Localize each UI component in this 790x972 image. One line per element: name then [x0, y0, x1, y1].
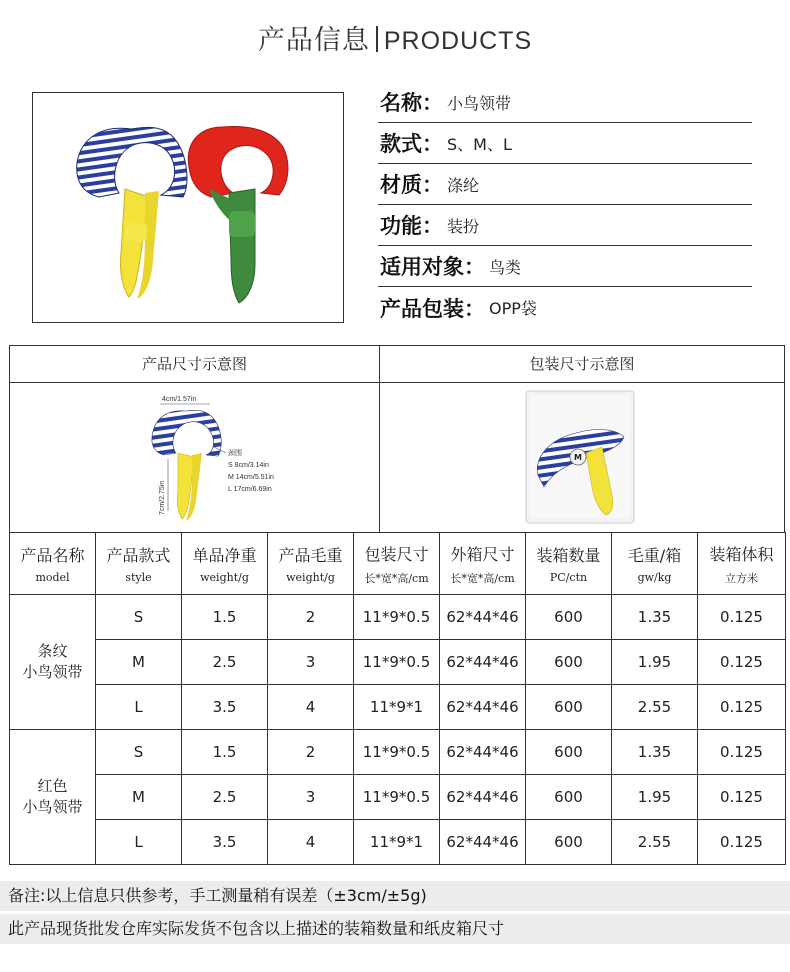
col-header-carton-qty: 装箱数量 PC/ctn	[526, 533, 612, 595]
col-header-carton-volume: 装箱体积 立方米	[698, 533, 786, 595]
info-row-style: 款式： S、M、L	[378, 123, 752, 164]
col-header-style: 产品款式 style	[96, 533, 182, 595]
col-header-carton-weight: 毛重/箱 gw/kg	[612, 533, 698, 595]
product-info-list	[378, 82, 752, 328]
neck-size-l: L 17cm/6.69in	[228, 486, 272, 493]
group-name-red: 红色 小鸟领带	[10, 730, 96, 865]
spec-table	[9, 532, 786, 865]
info-row-material: 材质： 涤纶	[378, 164, 752, 205]
note-shipping: 此产品现货批发仓库实际发货不包含以上描述的装箱数量和纸皮箱尺寸	[0, 914, 790, 944]
col-header-net-weight: 单品净重 weight/g	[182, 533, 268, 595]
table-row: L 3.5 4 11*9*1 62*44*46 600 2.55 0.125	[10, 820, 786, 865]
page-title	[0, 18, 790, 57]
table-row: 红色 小鸟领带 S 1.5 2 11*9*0.5 62*44*46 600 1.35 0.125	[10, 730, 786, 775]
size-tag-label: M	[574, 453, 582, 462]
notes	[0, 881, 790, 947]
striped-tie	[77, 127, 187, 299]
table-row: M 2.5 3 11*9*0.5 62*44*46 600 1.95 0.125	[10, 640, 786, 685]
info-row-name: 名称： 小鸟领带	[378, 82, 752, 123]
info-row-packaging: 产品包装： OPP袋	[380, 296, 537, 321]
diagram-panel	[9, 345, 785, 533]
col-header-gross-weight: 产品毛重 weight/g	[268, 533, 354, 595]
info-row-target: 适用对象： 鸟类	[378, 246, 752, 287]
note-measurement: 备注:以上信息只供参考，手工测量稍有误差（±3cm/±5g)	[0, 881, 790, 911]
size-diagram-figure	[10, 383, 380, 531]
table-row: 条纹 小鸟领带 S 1.5 2 11*9*0.5 62*44*46 600 1.35 0.125	[10, 595, 786, 640]
col-header-carton-size: 外箱尺寸 长*宽*高/cm	[440, 533, 526, 595]
page-title-en: PRODUCTS	[383, 27, 533, 55]
spec-header-row	[10, 533, 786, 595]
width-dimension: 4cm/1.57in	[162, 396, 197, 403]
title-divider	[376, 26, 378, 52]
product-photo	[32, 92, 344, 323]
table-row: L 3.5 4 11*9*1 62*44*46 600 2.55 0.125	[10, 685, 786, 730]
neck-size-s: S 8cm/3.14in	[228, 462, 269, 469]
package-diagram-caption: 包装尺寸示意图	[380, 346, 784, 383]
page-title-zh: 产品信息	[257, 25, 370, 56]
neck-size-m: M 14cm/5.51in	[228, 474, 274, 481]
size-diagram-caption: 产品尺寸示意图	[10, 346, 379, 383]
package-diagram	[380, 346, 784, 532]
info-row-function: 功能： 装扮	[378, 205, 752, 246]
bird-ties-illustration	[33, 93, 343, 322]
col-header-package-size: 包装尺寸 长*宽*高/cm	[354, 533, 440, 595]
length-dimension: 7cm/2.75in	[159, 480, 166, 515]
table-row: M 2.5 3 11*9*0.5 62*44*46 600 1.95 0.125	[10, 775, 786, 820]
size-diagram	[10, 346, 380, 532]
group-name-striped: 条纹 小鸟领带	[10, 595, 96, 730]
neck-title: 颈围	[228, 450, 242, 457]
red-tie	[188, 127, 288, 303]
col-header-model: 产品名称 model	[10, 533, 96, 595]
package-figure	[380, 383, 784, 531]
